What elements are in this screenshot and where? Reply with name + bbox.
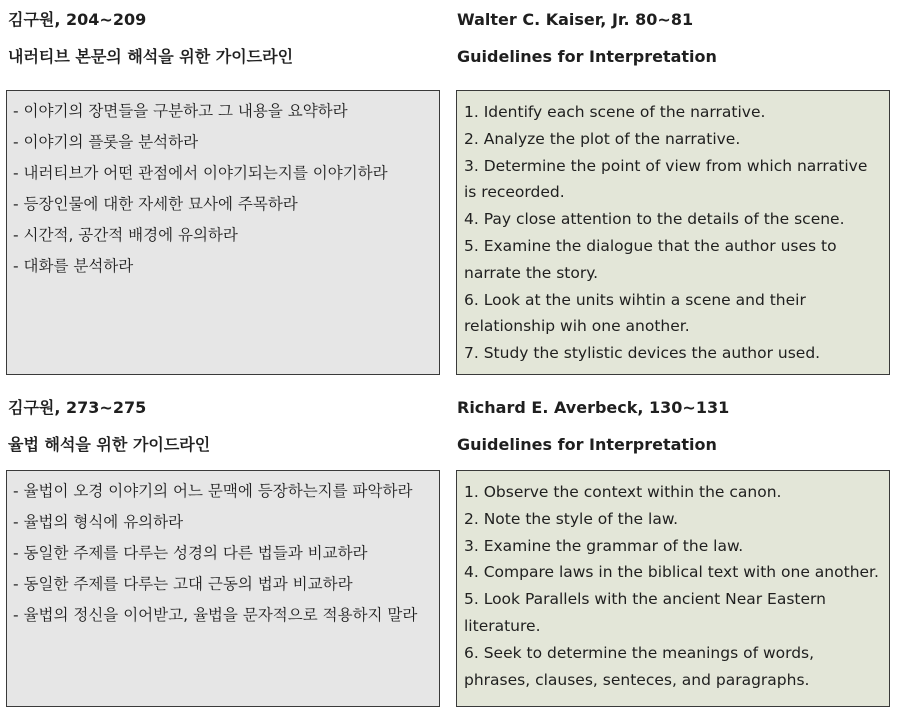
source-averbeck: Richard E. Averbeck, 130~131 xyxy=(457,398,730,417)
list-item: - 동일한 주제를 다루는 성경의 다른 법들과 비교하라 xyxy=(13,544,368,562)
title-narrative-guidelines-korean: 내러티브 본문의 해석을 위한 가이드라인 xyxy=(8,47,294,66)
list-item: 3. Examine the grammar of the law. xyxy=(464,536,744,555)
law-guidelines-english-box xyxy=(456,470,890,707)
list-item: 3. Determine the point of view from which narrative is receorded. xyxy=(464,156,868,202)
source-kaiser: Walter C. Kaiser, Jr. 80~81 xyxy=(457,10,694,29)
title-guidelines-english-2: Guidelines for Interpretation xyxy=(457,435,717,454)
list-item: 4. Pay close attention to the details of the scene. xyxy=(464,210,845,229)
list-item: 5. Look Parallels with the ancient Near Eastern literature. xyxy=(464,590,826,635)
narrative-guidelines-english-box xyxy=(456,90,890,375)
list-item: - 대화를 분석하라 xyxy=(13,257,134,275)
source-kim-narrative: 김구원, 204~209 xyxy=(8,10,147,29)
list-item: 2. Note the style of the law. xyxy=(464,509,679,528)
list-item: 5. Examine the dialogue that the author uses to narrate the story. xyxy=(464,236,837,282)
list-item: 7. Study the stylistic devices the author used. xyxy=(464,344,821,363)
list-item: 6. Seek to determine the meanings of words, phrases, clauses, senteces, and paragraphs. xyxy=(464,643,815,689)
list-item: - 이야기의 장면들을 구분하고 그 내용을 요약하라 xyxy=(13,102,348,120)
list-item: - 이야기의 플롯을 분석하라 xyxy=(13,133,199,151)
list-item: 1. Observe the context within the canon. xyxy=(464,483,782,501)
list-item: 4. Compare laws in the biblical text with one another. xyxy=(464,563,879,582)
list-item: 6. Look at the units wihtin a scene and their relationship wih one another. xyxy=(464,290,806,336)
list-item: - 율법이 오경 이야기의 어느 문맥에 등장하는지를 파악하라 xyxy=(13,482,413,500)
list-item: - 율법의 정신을 이어받고, 율법을 문자적으로 적용하지 말라 xyxy=(13,606,418,624)
list-item: 1. Identify each scene of the narrative. xyxy=(464,103,766,121)
source-kim-law: 김구원, 273~275 xyxy=(8,398,147,417)
law-guidelines-korean-box xyxy=(6,470,440,707)
list-item: - 동일한 주제를 다루는 고대 근동의 법과 비교하라 xyxy=(13,575,353,593)
list-item: - 시간적, 공간적 배경에 유의하라 xyxy=(13,226,238,244)
list-item: 2. Analyze the plot of the narrative. xyxy=(464,129,741,148)
list-item: - 내러티브가 어떤 관점에서 이야기되는지를 이야기하라 xyxy=(13,164,388,182)
narrative-guidelines-korean-box xyxy=(6,90,440,375)
title-law-guidelines-korean: 율법 해석을 위한 가이드라인 xyxy=(8,435,211,454)
list-item: - 율법의 형식에 유의하라 xyxy=(13,513,184,531)
title-guidelines-english-1: Guidelines for Interpretation xyxy=(457,47,717,66)
list-item: - 등장인물에 대한 자세한 묘사에 주목하라 xyxy=(13,195,298,213)
